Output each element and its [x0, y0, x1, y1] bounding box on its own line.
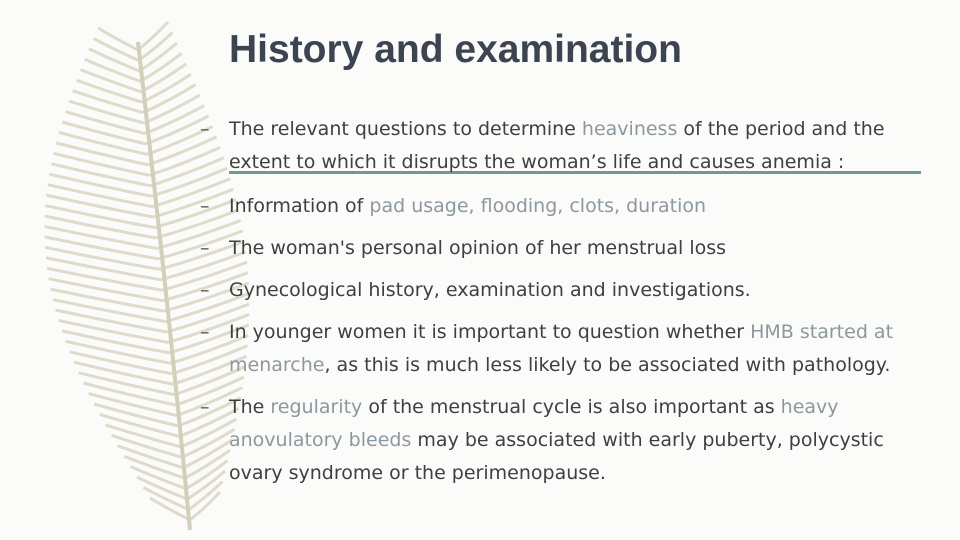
feather-barb: [46, 258, 161, 280]
bullet-item: [200, 316, 930, 382]
feather-barb: [65, 112, 145, 134]
feather-barb: [47, 268, 162, 290]
bullet-text: , as this is much less likely to be associated with pathology.: [324, 354, 891, 376]
feather-barb: [56, 143, 148, 165]
feather-barb: [53, 300, 166, 322]
bullet-text: of the menstrual cycle is also important as: [362, 396, 781, 418]
feather-barb: [46, 195, 153, 217]
feather-barb: [59, 320, 169, 342]
slide-title: History and examination: [229, 28, 682, 71]
highlighted-text: pad usage, flooding, clots, duration: [369, 195, 707, 217]
feather-barb: [66, 341, 171, 363]
feather-barb: [73, 91, 144, 113]
feather-barb: [62, 122, 146, 144]
bullet-item: [200, 274, 930, 307]
feather-barb: [89, 49, 139, 71]
bullet-text: In younger women it is important to question whether: [229, 321, 751, 343]
bullet-dash: –: [200, 279, 210, 301]
feather-barb: [62, 331, 169, 353]
bullet-dash: –: [200, 396, 210, 418]
feather-barb: [93, 38, 138, 60]
bullet-item: [200, 113, 930, 179]
highlighted-text: heaviness: [581, 118, 678, 140]
bullet-text: may be associated with early puberty, polycystic ovary syndrome or the perimenopause.: [229, 429, 884, 484]
bullet-item: [200, 391, 930, 490]
feather-barb: [85, 59, 141, 81]
bullet-text: The woman's personal opinion of her menstrual loss: [229, 237, 727, 259]
feather-barb: [49, 279, 164, 301]
feather-barb: [138, 22, 168, 50]
bullet-text: Information of: [229, 195, 370, 217]
bullet-dash: –: [200, 118, 210, 140]
feather-barb: [45, 247, 160, 269]
feather-barb: [77, 80, 143, 102]
feather-barb: [56, 310, 167, 332]
feather-barb: [81, 70, 142, 92]
bullet-item: [200, 232, 930, 265]
feather-barb: [59, 132, 147, 154]
bullet-list: [200, 113, 930, 490]
feather-barb: [51, 289, 165, 311]
bullet-item: [200, 190, 930, 223]
highlighted-text: heavy anovulatory bleeds: [229, 396, 839, 451]
bullet-text: of the period and the extent to which it disrupts the woman’s life and causes anemia :: [229, 118, 885, 173]
feather-barb: [48, 185, 153, 207]
feather-barb: [74, 362, 173, 384]
feather-barb: [45, 237, 159, 259]
feather-barb: [69, 101, 144, 123]
bullet-text: Gynecological history, examination and investigations.: [229, 279, 751, 301]
feather-barb: [45, 206, 155, 228]
feather-barb: [45, 216, 156, 238]
highlighted-text: HMB started at menarche: [229, 321, 894, 376]
feather-barb: [51, 164, 150, 186]
bullet-text: The relevant questions to determine: [229, 118, 582, 140]
feather-barb: [45, 226, 158, 248]
bullet-dash: –: [200, 195, 210, 217]
feather-barb: [70, 352, 172, 374]
feather-barb: [49, 174, 151, 196]
bullet-dash: –: [200, 321, 210, 343]
highlighted-text: regularity: [270, 396, 363, 418]
feather-barb: [98, 28, 138, 50]
feather-barb: [79, 373, 175, 395]
bullet-text: The: [229, 396, 271, 418]
feather-barb: [54, 153, 150, 175]
bullet-dash: –: [200, 237, 210, 259]
